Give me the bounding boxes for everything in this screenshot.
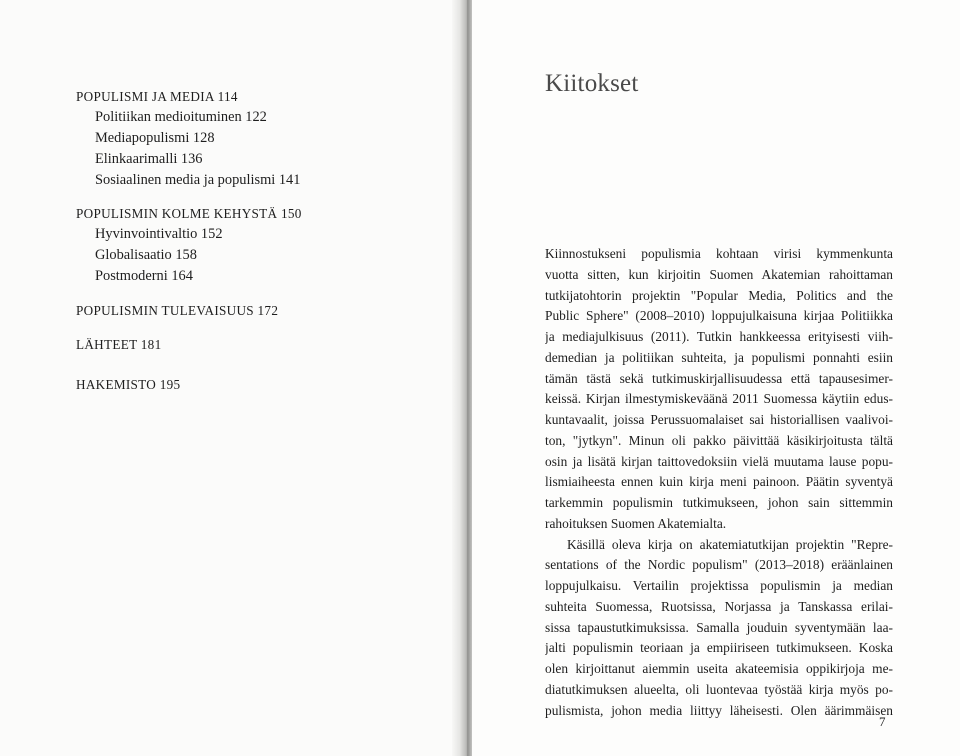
left-page — [0, 0, 462, 756]
text-line: pulismista, johon media liittyy läheisesti. Olen äärimmäisen — [545, 702, 893, 718]
text-line: suhteita Suomessa, Ruotsissa, Norjassa ja Tanskassa erilai- — [545, 598, 893, 614]
text-line: diatutkimuksen alueelta, oli luontevaa työstää kirja myös po- — [545, 681, 893, 697]
toc-subsection: Elinkaarimalli 136 — [95, 151, 203, 167]
body-text — [545, 244, 893, 721]
text-line: osin ja lisätä kirjan taittovedoksiin vielä muutama lause popu- — [545, 453, 893, 469]
page-heading: Kiitokset — [545, 70, 639, 97]
text-line: Public Sphere" (2008–2010) loppujulkaisuna kirjaa Politiikka — [545, 308, 893, 324]
toc-subsection: Mediapopulismi 128 — [95, 130, 215, 146]
toc-subsection: Postmoderni 164 — [95, 268, 193, 284]
text-line: demedian ja politiikan suhteita, ja populismi ponnahti esiin — [545, 349, 893, 365]
text-line: rahoituksen Suomen Akatemialta. — [545, 515, 727, 531]
text-line: loppujulkaisu. Vertailin projektissa populismin ja median — [545, 578, 893, 593]
text-line: Kiinnostukseni populismia kohtaan virisi kymmenkunta — [545, 246, 893, 261]
text-line: olen kirjoittanut aiemmin useita akateemisia oppikirjoja me- — [545, 661, 893, 676]
text-line: keissä. Kirjan ilmestymiskeväänä 2011 Suomessa käytiin edus- — [545, 391, 893, 407]
toc-section-title: HAKEMISTO 195 — [76, 377, 181, 392]
text-line: lismiaiheesta ennen kuin kirja meni painoon. Päätin syventyä — [545, 474, 893, 490]
text-line: vuotta sitten, kun kirjoitin Suomen Akatemian rahoittaman — [545, 266, 893, 282]
text-line: ton, "jytkyn". Minun oli pakko päivittää käsikirjoitusta tältä — [545, 432, 893, 448]
toc-subsection: Globalisaatio 158 — [95, 247, 197, 263]
toc-subsection: Hyvinvointivaltio 152 — [95, 226, 223, 242]
toc-section-title: POPULISMIN TULEVAISUUS 172 — [76, 303, 279, 318]
text-line: sentations of the Nordic populism" (2013–2018) eräänlainen — [545, 557, 893, 573]
text-line: sissa tapaustutkimuksissa. Samalla jouduin syventymään laa- — [545, 619, 893, 635]
toc-section-title: POPULISMIN KOLME KEHYSTÄ 150 — [76, 206, 302, 221]
text-line: jalti populismin teoriaan ja empiiriseen tutkimukseen. Koska — [545, 640, 893, 656]
toc-section-title: POPULISMI JA MEDIA 114 — [76, 89, 238, 104]
text-line: tutkijatohtorin projektin "Popular Media, Politics and the — [545, 287, 893, 303]
text-line: Käsillä oleva kirja on akatemiatutkijan projektin "Repre- — [567, 536, 893, 552]
page-number: 7 — [879, 714, 886, 729]
text-line: kuntavaalit, joissa Perussuomalaiset sai historiallisen vaalivoi- — [545, 412, 893, 427]
text-line: tarkemmin populismin tutkimukseen, johon sain sittemmin — [545, 495, 893, 510]
text-line: tämän tästä sekä tutkimuskirjallisuudessa että tapausesimer- — [545, 370, 893, 386]
toc-subsection: Politiikan medioituminen 122 — [95, 109, 267, 125]
toc-section-title: LÄHTEET 181 — [76, 337, 162, 352]
text-line: ja mediajulkisuus (2011). Tutkin hankkeessa erityisesti viih- — [545, 329, 893, 344]
toc-subsection: Sosiaalinen media ja populismi 141 — [95, 172, 301, 188]
